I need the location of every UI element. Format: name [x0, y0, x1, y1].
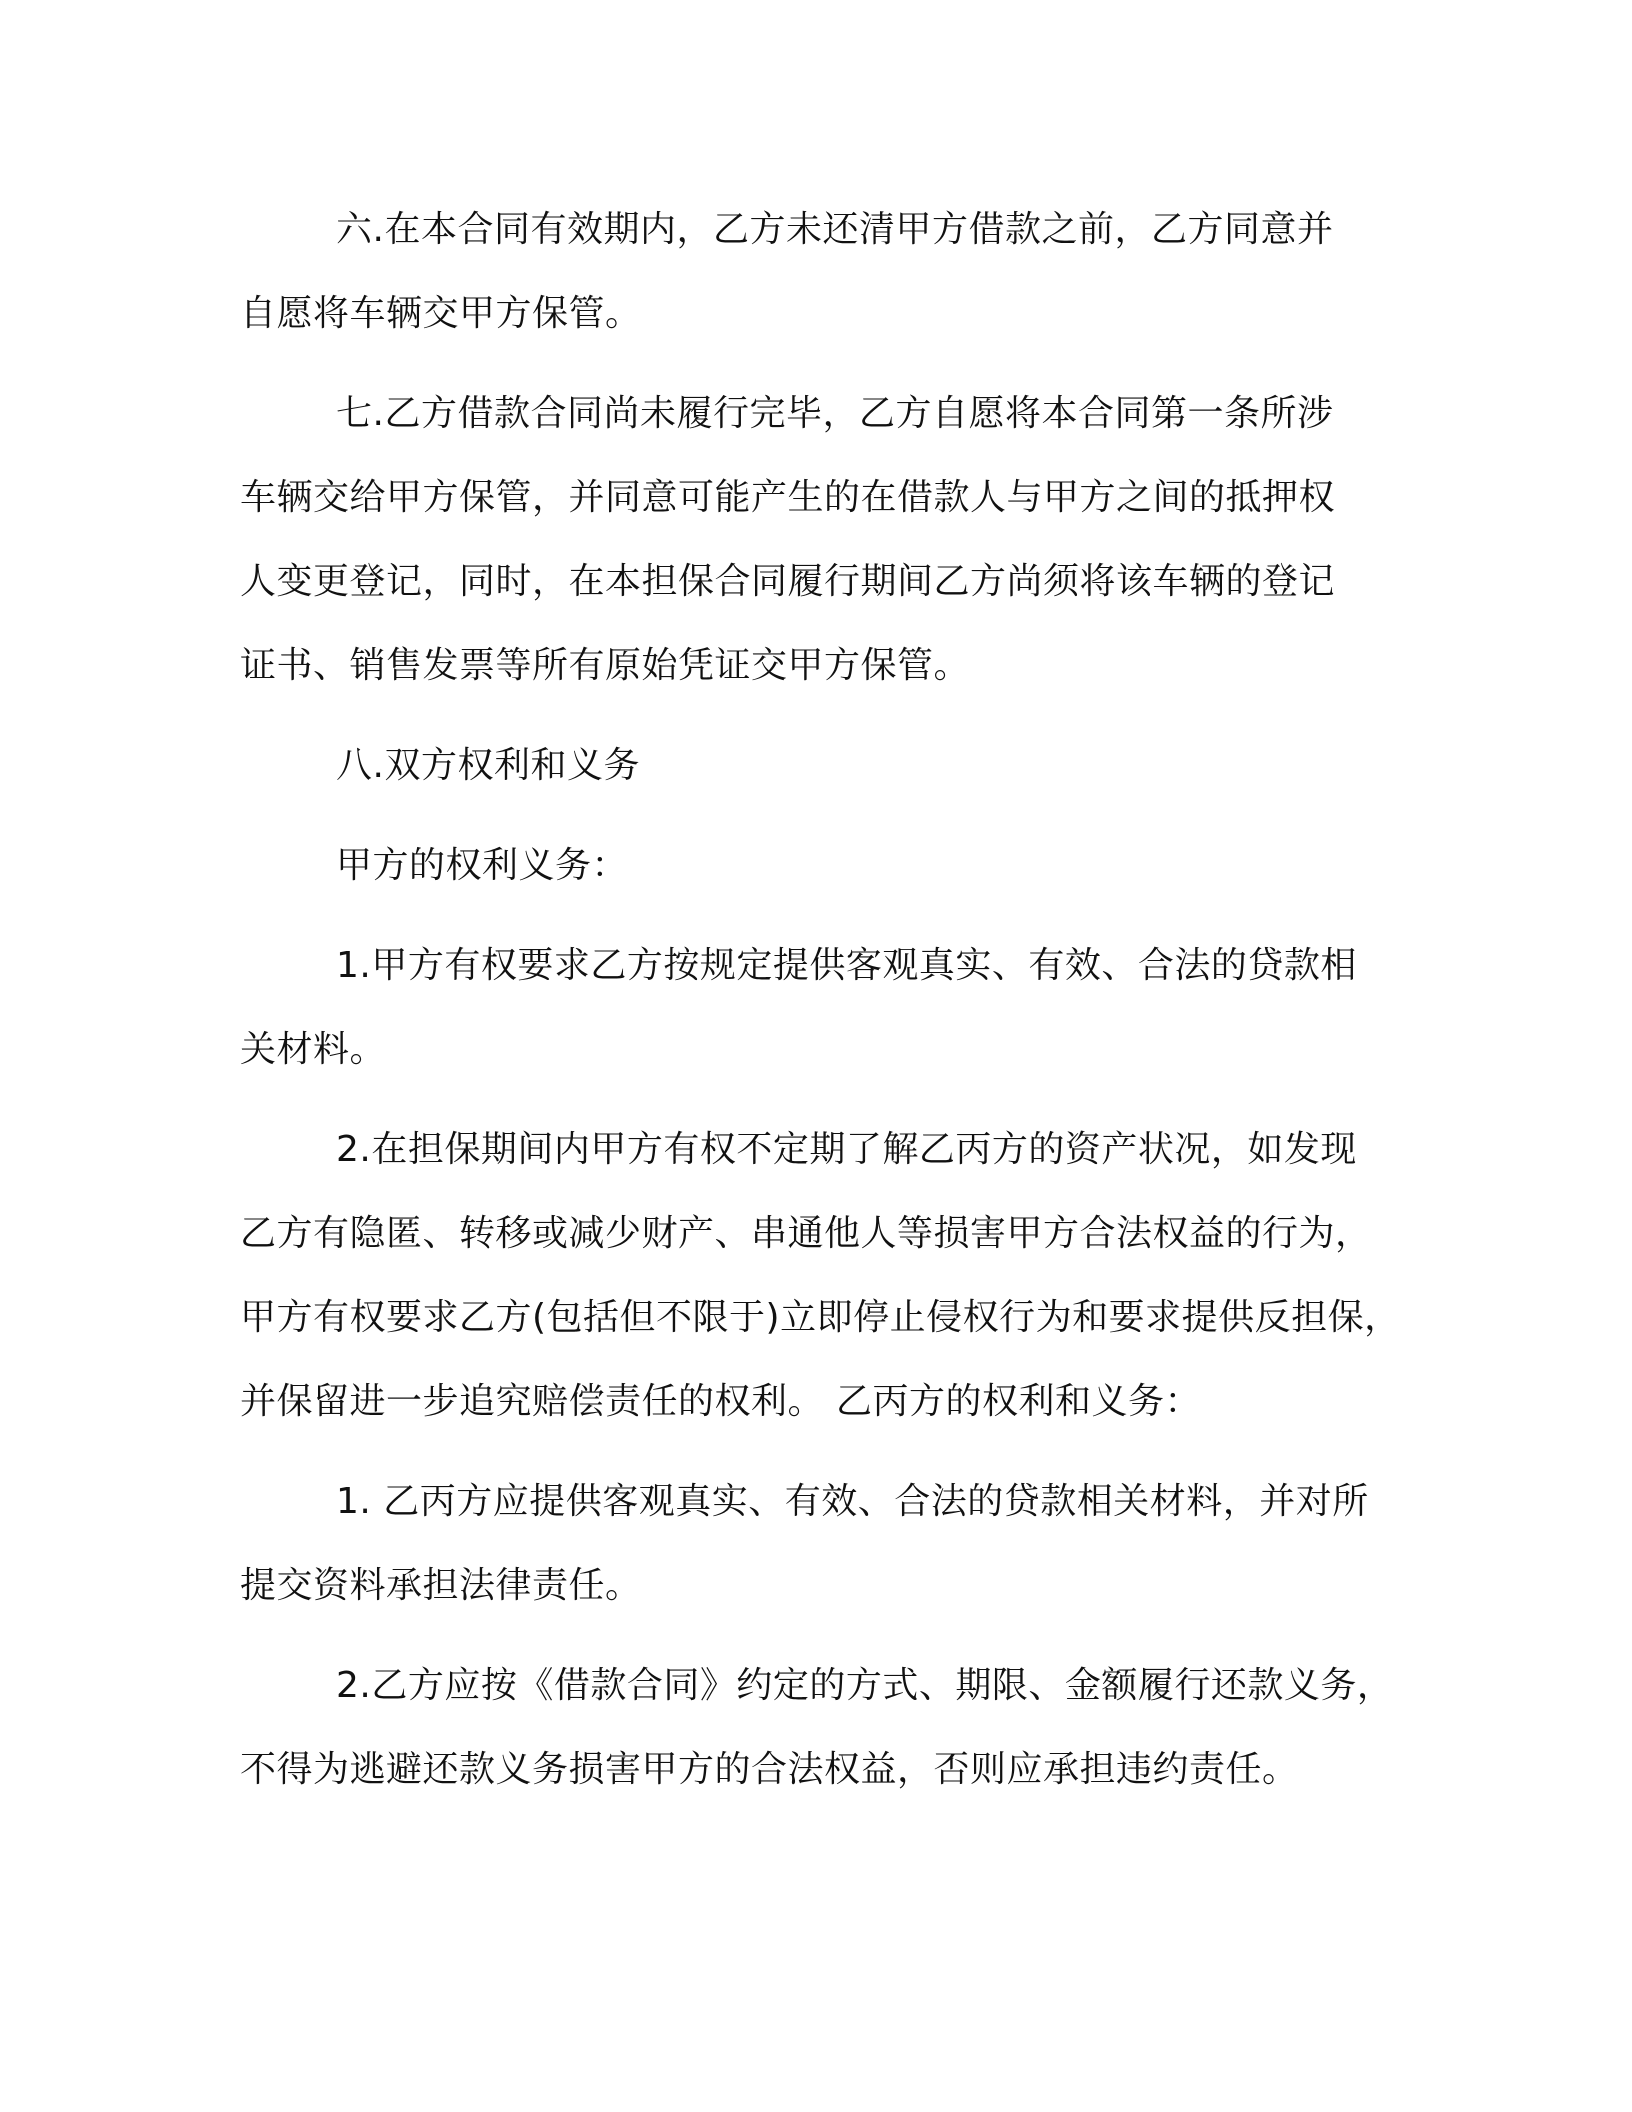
text-line: 关材料。	[240, 1029, 387, 1070]
text-line: 甲方有权要求乙方(包括但不限于)立即停止侵权行为和要求提供反担保，	[240, 1297, 1401, 1338]
paragraph-party-a-item-2	[240, 1108, 1410, 1444]
text-line: 自愿将车辆交甲方保管。	[240, 293, 642, 334]
text-line: 六.在本合同有效期内，乙方未还清甲方借款之前，乙方同意并	[336, 209, 1334, 250]
text-line: 证书、销售发票等所有原始凭证交甲方保管。	[240, 645, 971, 686]
text-line: 1. 乙丙方应提供客观真实、有效、合法的贷款相关材料，并对所	[336, 1481, 1369, 1522]
paragraph-clause-7	[240, 372, 1410, 708]
text-line: 2.乙方应按《借款合同》约定的方式、期限、金额履行还款义务，	[336, 1665, 1394, 1706]
text-line: 乙方有隐匿、转移或减少财产、串通他人等损害甲方合法权益的行为，	[240, 1213, 1372, 1254]
paragraph-party-a-item-1	[240, 924, 1410, 1092]
text-line: 1.甲方有权要求乙方按规定提供客观真实、有效、合法的贷款相	[336, 945, 1357, 986]
text-line: 不得为逃避还款义务损害甲方的合法权益，否则应承担违约责任。	[240, 1749, 1299, 1790]
paragraph-party-bc-item-2	[240, 1644, 1410, 1812]
text-line: 并保留进一步追究赔偿责任的权利。 乙丙方的权利和义务：	[240, 1381, 1201, 1422]
paragraph-clause-6	[240, 188, 1410, 356]
text-line: 车辆交给甲方保管，并同意可能产生的在借款人与甲方之间的抵押权	[240, 477, 1336, 518]
text-line: 2.在担保期间内甲方有权不定期了解乙丙方的资产状况，如发现	[336, 1129, 1357, 1170]
text-line: 甲方的权利义务：	[336, 845, 629, 886]
paragraph-party-bc-item-1	[240, 1460, 1410, 1628]
text-line: 七.乙方借款合同尚未履行完毕，乙方自愿将本合同第一条所涉	[336, 393, 1334, 434]
paragraph-party-a-rights-heading	[240, 824, 1410, 908]
paragraph-clause-8-heading	[240, 724, 1410, 808]
text-line: 人变更登记，同时，在本担保合同履行期间乙方尚须将该车辆的登记	[240, 561, 1336, 602]
text-line: 八.双方权利和义务	[336, 745, 640, 786]
text-line: 提交资料承担法律责任。	[240, 1565, 642, 1606]
document-body	[240, 188, 1410, 1812]
